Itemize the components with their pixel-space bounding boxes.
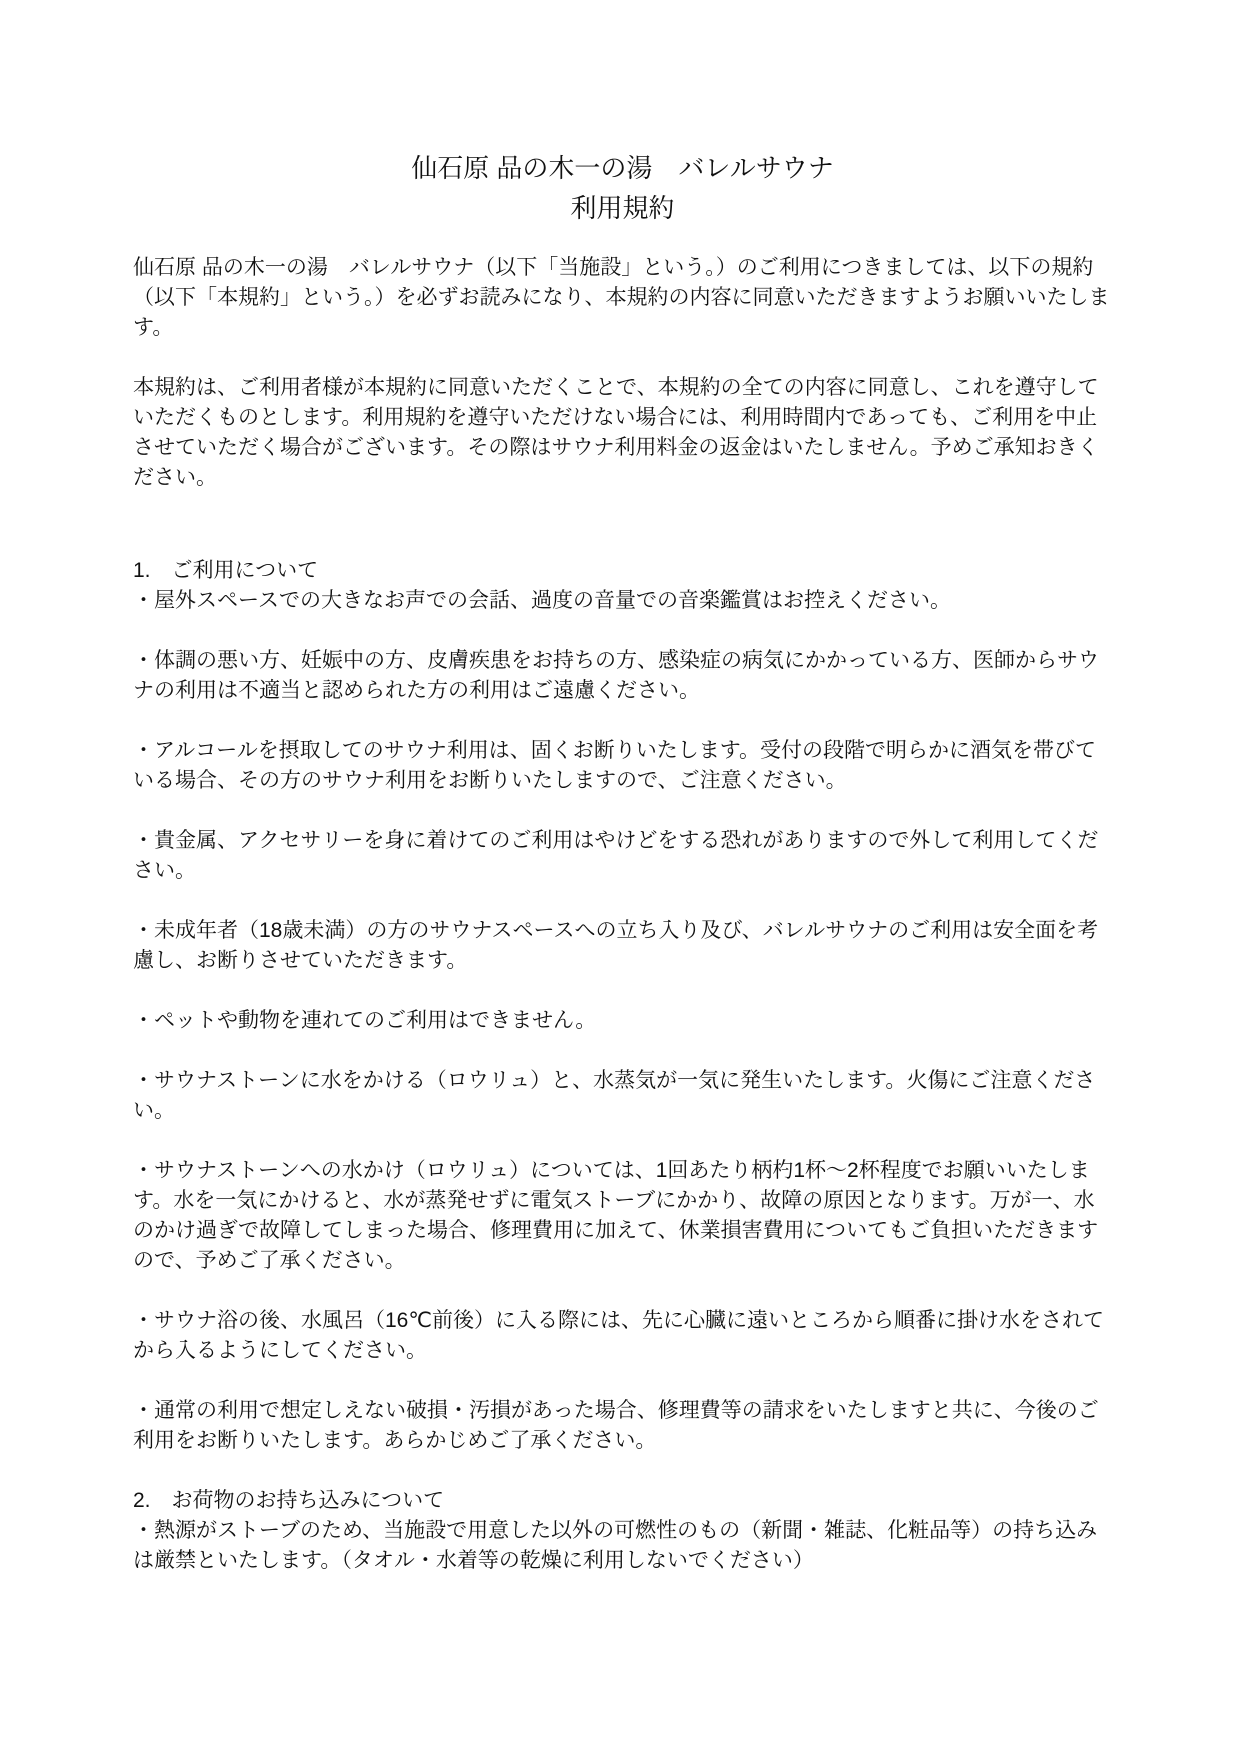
section-heading: 2. お荷物のお持ち込みについて: [133, 1489, 445, 1512]
list-item: ・体調の悪い方、妊娠中の方、皮膚疾患をお持ちの方、感染症の病気にかかっている方、医師からサウナの利用は不適当と認められた方の利用はご遠慮ください。: [133, 649, 1099, 702]
list-item: ・貴金属、アクセサリーを身に着けてのご利用はやけどをする恐れがありますので外して利用してください。: [133, 829, 1099, 882]
section-heading: 1. ご利用について: [133, 559, 319, 582]
list-item: ・ペットや動物を連れてのご利用はできません。: [133, 1009, 597, 1032]
document-subtitle: 利用規約: [570, 193, 675, 223]
list-item: ・サウナ浴の後、水風呂（16℃前後）に入る際には、先に心臓に遠いところから順番に掛け水をされてから入るようにしてください。: [133, 1309, 1104, 1362]
intro-paragraph: 仙石原 品の木一の湯 バレルサウナ（以下「当施設」という。）のご利用につきましては、以下の規約（以下「本規約」という。）を必ずお読みになり、本規約の内容に同意いただきますようお願いいたします。: [133, 256, 1110, 339]
list-item: ・アルコールを摂取してのサウナ利用は、固くお断りいたします。受付の段階で明らかに酒気を帯びている場合、その方のサウナ利用をお断りいたしますので、ご注意ください。: [133, 739, 1097, 792]
document-title: 仙石原 品の木一の湯 バレルサウナ: [411, 153, 834, 183]
list-item: ・未成年者（18歳未満）の方のサウナスペースへの立ち入り及び、バレルサウナのご利用は安全面を考慮し、お断りさせていただきます。: [133, 919, 1099, 972]
list-item: ・サウナストーンに水をかける（ロウリュ）と、水蒸気が一気に発生いたします。火傷にご注意ください。: [133, 1069, 1096, 1122]
list-item: ・通常の利用で想定しえない破損・汚損があった場合、修理費等の請求をいたしますと共に、今後のご利用をお断りいたします。あらかじめご了承ください。: [133, 1399, 1099, 1452]
section-belongings: [133, 1486, 1112, 1576]
intro-paragraph: 本規約は、ご利用者様が本規約に同意いただくことで、本規約の全ての内容に同意し、これを遵守していただくものとします。利用規約を遵守いただけない場合には、利用時間内であっても、ご利用を中止させていただく場合がございます。その際はサウナ利用料金の返金はいたしません。予めご承知おきください。: [133, 376, 1099, 489]
document-body: [133, 253, 1112, 1576]
list-item: ・熱源がストーブのため、当施設で用意した以外の可燃性のもの（新聞・雑誌、化粧品等）の持ち込みは厳禁といたします。（タオル・水着等の乾燥に利用しないでください）: [133, 1519, 1098, 1572]
title-block: [133, 148, 1112, 228]
list-item: ・サウナストーンへの水かけ（ロウリュ）については、1回あたり柄杓1杯～2杯程度でお願いいたします。水を一気にかけると、水が蒸発せずに電気ストーブにかかり、故障の原因となります。万が一、水のかけ過ぎで故障してしまった場合、修理費用に加えて、休業損害費用についてもご負担いただきますので、予めご了承ください。: [133, 1159, 1099, 1272]
section-usage: [133, 556, 1112, 1456]
list-item: ・屋外スペースでの大きなお声での会話、過度の音量での音楽鑑賞はお控えください。: [133, 589, 951, 612]
